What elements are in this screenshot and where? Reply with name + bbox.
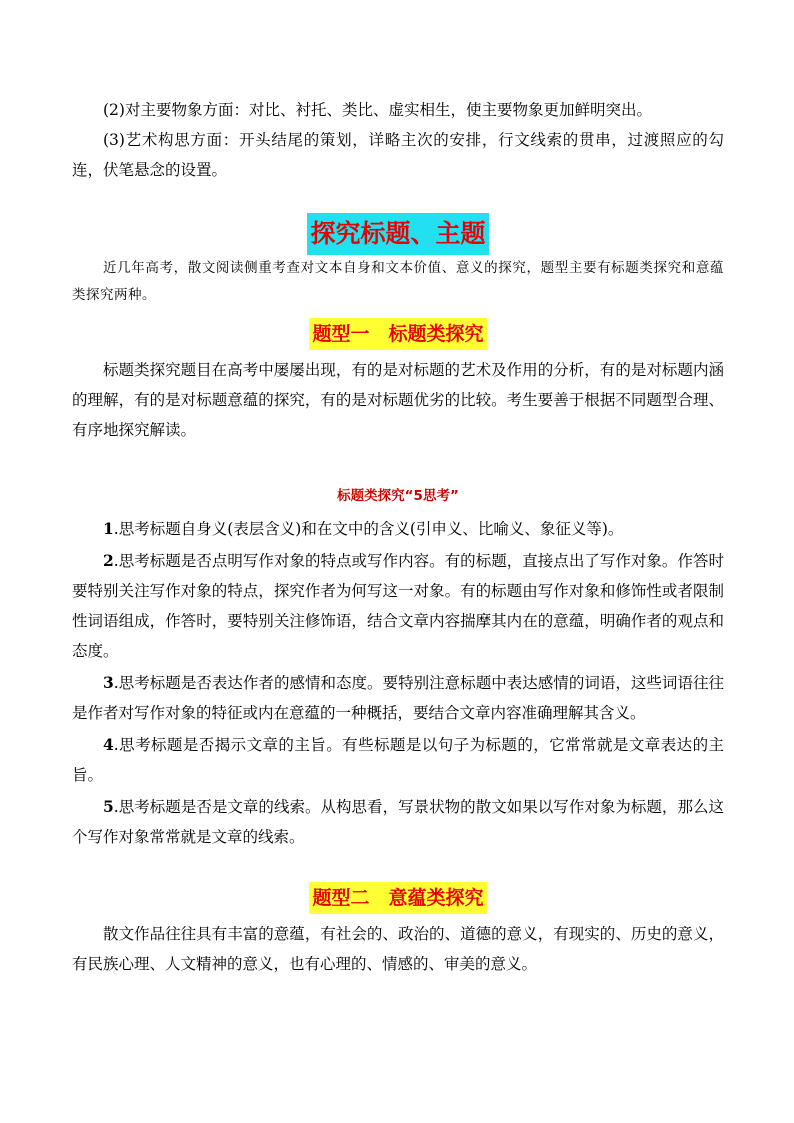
intro-item-2: (2)对主要物象方面：对比、衬托、类比、虚实相生，使主要物象更加鲜明突出。 bbox=[103, 101, 652, 119]
point-5-text: .思考标题是否是文章的线索。从构思看，写景状物的散文如果以写作对象为标题，那么这个写作对象常常就是文章的线索。 bbox=[72, 798, 724, 846]
point-4 bbox=[72, 730, 724, 790]
point-4-number: 4 bbox=[103, 735, 114, 754]
section1-subheading-row bbox=[72, 485, 724, 506]
point-1 bbox=[72, 514, 724, 544]
main-heading-row bbox=[72, 213, 724, 255]
main-heading: 探究标题、主题 bbox=[307, 213, 488, 255]
point-1-number: 1 bbox=[103, 519, 114, 538]
intro-item-3: (3)艺术构思方面：开头结尾的策划，详略主次的安排，行文线索的贯串，过渡照应的勾连，伏笔悬念的设置。 bbox=[72, 131, 724, 179]
point-5 bbox=[72, 792, 724, 852]
section1-subheading: 标题类探究“5思考” bbox=[337, 488, 459, 504]
section2-heading-row bbox=[72, 882, 724, 914]
section1-paragraph: 标题类探究题目在高考中屡屡出现，有的是对标题的艺术及作用的分析，有的是对标题内涵的理解，有的是对标题意蕴的探究，有的是对标题优劣的比较。考生要善于根据不同题型合理、有序地探究解读。 bbox=[72, 361, 724, 439]
point-4-text: .思考标题是否揭示文章的主旨。有些标题是以句子为标题的，它常常就是文章表达的主旨。 bbox=[72, 736, 724, 784]
main-intro: 近几年高考，散文阅读侧重考查对文本自身和文本价值、意义的探究，题型主要有标题类探究和意蕴类探究两种。 bbox=[72, 260, 724, 303]
point-2-number: 2 bbox=[103, 551, 114, 570]
point-2 bbox=[72, 546, 724, 666]
point-3 bbox=[72, 668, 724, 728]
point-3-number: 3 bbox=[103, 673, 114, 692]
section2-paragraph: 散文作品往往具有丰富的意蕴，有社会的、政治的、道德的意义，有现实的、历史的意义，有民族心理、人文精神的意义，也有心理的、情感的、审美的意义。 bbox=[72, 925, 724, 973]
point-5-number: 5 bbox=[103, 797, 114, 816]
section1-heading: 题型一 标题类探究 bbox=[309, 318, 486, 350]
point-1-text: .思考标题自身义(表层含义)和在文中的含义(引申义、比喻义、象征义等)。 bbox=[113, 520, 624, 538]
section1-heading-row bbox=[72, 318, 724, 350]
point-3-text: .思考标题是否表达作者的感情和态度。要特别注意标题中表达感情的词语，这些词语往往是作者对写作对象的特征或内在意蕴的一种概括，要结合文章内容准确理解其含义。 bbox=[72, 674, 724, 722]
section2-heading: 题型二 意蕴类探究 bbox=[309, 882, 486, 914]
point-2-text: .思考标题是否点明写作对象的特点或写作内容。有的标题，直接点出了写作对象。作答时要特别关注写作对象的特点，探究作者为何写这一对象。有的标题由写作对象和修饰性或者限制性词语组成，作答时，要特别关注修饰语，结合文章内容揣摩其内在的意蕴，明确作者的观点和态度。 bbox=[72, 552, 724, 660]
document-page bbox=[72, 95, 724, 979]
